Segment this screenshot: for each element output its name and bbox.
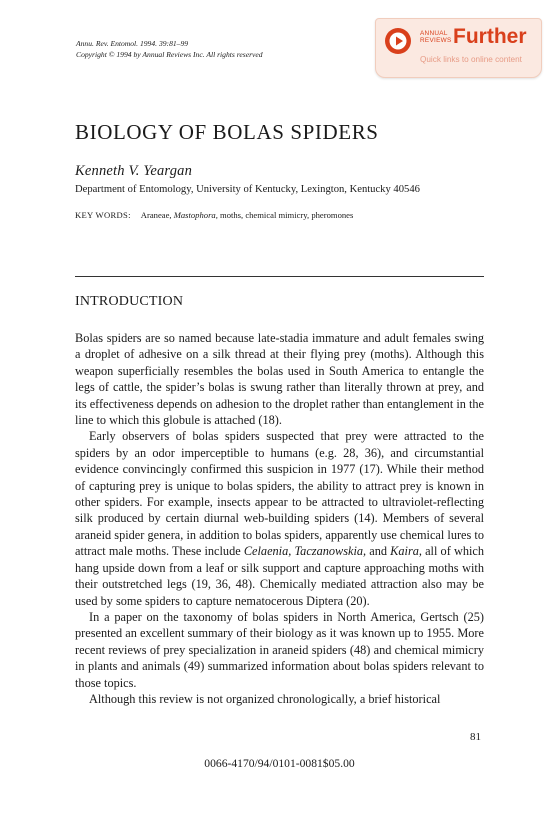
page-number: 81	[470, 731, 481, 743]
author-affiliation: Department of Entomology, University of Kentucky, Lexington, Kentucky 40546	[75, 184, 420, 195]
further-badge[interactable]	[375, 18, 542, 78]
keywords-italic: Mastophora,	[173, 210, 218, 220]
author-name: Kenneth V. Yeargan	[75, 163, 193, 179]
keywords-label: KEY WORDS:	[75, 210, 131, 220]
section-heading: INTRODUCTION	[75, 294, 184, 309]
copyright-line: Copyright © 1994 by Annual Reviews Inc. All rights reserved	[76, 50, 263, 59]
citation-line: Annu. Rev. Entomol. 1994. 39:81–99	[76, 39, 189, 48]
annual-text: ANNUAL	[420, 30, 448, 37]
reviews-text: REVIEWS	[420, 37, 452, 45]
doi-code: 0066-4170/94/0101-0081$05.00	[204, 757, 355, 770]
article-title: BIOLOGY OF BOLAS SPIDERS	[75, 120, 379, 144]
keywords-list	[141, 210, 354, 220]
paragraph-4: Although this review is not organized chronologically, a brief historical	[89, 691, 441, 706]
further-label: Further	[453, 25, 527, 48]
paragraph-2-text: Early observers of bolas spiders suspected that prey were attracted to the spiders by an odor imperceptible to humans (e.g. 28, 36), and circumstantial evidence convincingly confirmed this suspicion in 1977 (17). While their method of capturing prey is unique to bolas spiders, the ability to attract prey is known in other spiders. For example, insects appear to be attracted to ultraviolet-reflecting silk produced by certain diurnal web-building spiders (14). Members of several araneid spider genera, in addition to bolas spiders, apparently use chemical lures to attract male moths. These include	[75, 429, 484, 559]
journal-citation	[76, 38, 263, 60]
keywords-text-rest: moths, chemical mimicry, pheromones	[217, 210, 354, 220]
genus-kaira: Kaira,	[390, 544, 422, 559]
keywords	[75, 210, 353, 220]
annual-reviews-label	[420, 30, 452, 45]
play-circle-icon	[384, 27, 412, 55]
further-subtitle: Quick links to online content	[420, 55, 522, 64]
body-text	[75, 330, 484, 707]
divider-rule	[75, 276, 484, 277]
paragraph-2-rest: all of which hang upside down from a leaf or silk support and capture approaching moths with their outstretched legs (19, 36, 48). Chemically mediated attraction also may be used by some spiders to capture nematocerous Diptera (20).	[75, 544, 484, 608]
genus-names: Celaenia, Taczanowskia,	[243, 544, 367, 559]
keywords-text: Araneae,	[140, 210, 174, 220]
paragraph-2	[75, 428, 484, 608]
paragraph-3: In a paper on the taxonomy of bolas spiders in North America, Gertsch (25) presented an excellent summary of their biology as it was known up to 1955. More recent reviews of prey specialization in araneid spiders (48) and chemical mimicry in plants and animals (49) summarized information about bolas spiders relevant to those topics.	[75, 609, 484, 690]
paragraph-1: Bolas spiders are so named because late-stadia immature and adult females swing a droplet of adhesive on a silk thread at their flying prey (moths). Although this weapon superficially resembles the bolas used in South America to entangle the legs of cattle, the spider’s bolas is swung rather than literally thrown at prey, and its effectiveness depends on adhesion to the droplet rather than entanglement in the line to which this globule is attached (18).	[75, 331, 484, 428]
paragraph-2-and: and	[366, 544, 391, 559]
